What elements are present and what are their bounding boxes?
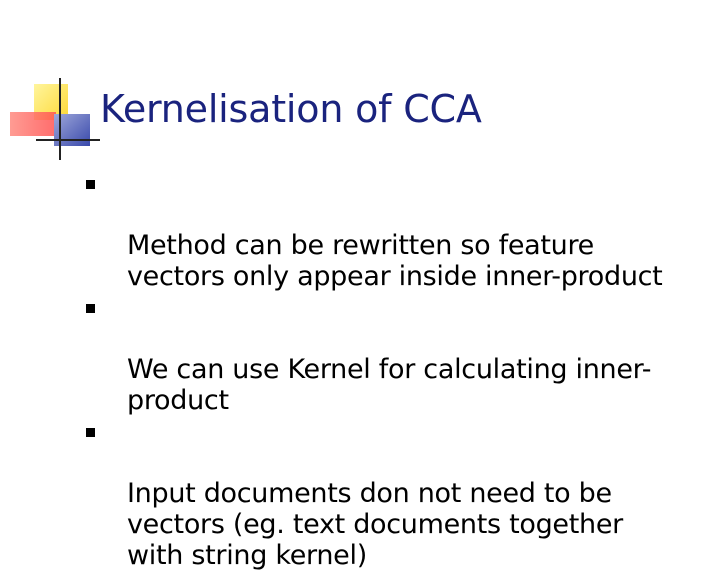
slide-logo-decoration — [0, 0, 110, 170]
bullet-item — [86, 416, 706, 571]
square-bullet-icon — [86, 428, 95, 437]
bullet-list — [86, 168, 706, 571]
slide-title: Kernelisation of CCA — [100, 87, 482, 131]
bullet-text: Method can be rewritten so feature vectors only appear inside inner-product — [127, 230, 663, 292]
bullet-text: We can use Kernel for calculating inner- product — [127, 354, 652, 416]
logo-red-bar — [10, 112, 56, 136]
bullet-item — [86, 292, 706, 416]
square-bullet-icon — [86, 180, 95, 189]
bullet-item — [86, 168, 706, 292]
square-bullet-icon — [86, 304, 95, 313]
bullet-text: Input documents don not need to be vectors (eg. text documents together with string kernel) — [127, 478, 623, 571]
